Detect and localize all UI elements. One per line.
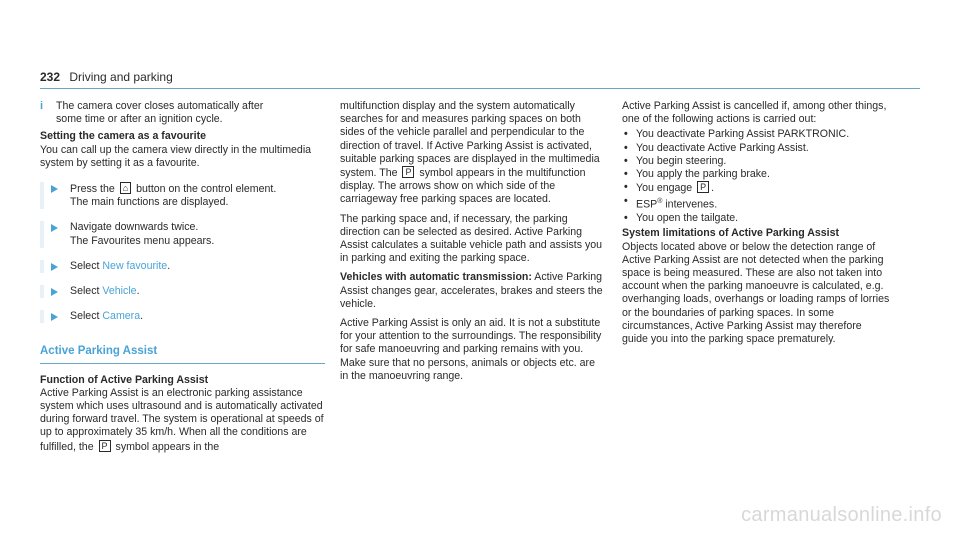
column-3 — [622, 100, 890, 346]
function-text: Active Parking Assist is an electronic parking assistance system which uses ultrasound and is automatically activated during forward travel. The system is operational at speeds of up to approximately 35 km/h. When all the conditions are fulfilled, the P symbol appears in the — [40, 386, 324, 453]
limits-text: Objects located above or below the detection range of Active Parking Assist are not detected when the parking space is being measured. These are also not taken into account when the parking manoeuvre is calculated, e.g. overhanging loads, overhangs or loading ramps of lorries or the boundaries of parking spaces. In some circumstances, Active Parking Assist may therefore guide you into the parking space prematurely. — [622, 240, 890, 345]
step-arrow-icon — [51, 263, 58, 271]
step-result: The main functions are displayed. — [70, 196, 229, 209]
function-heading: Function of Active Parking Assist — [40, 373, 209, 386]
parking-icon: P — [99, 440, 111, 452]
cancel-list — [622, 128, 890, 225]
step-bar — [40, 310, 44, 323]
section-title: Active Parking Assist — [40, 345, 158, 358]
paragraph: Active Parking Assist is cancelled if, among other things, one of the following actions is carried out: — [622, 100, 887, 126]
step-text: Navigate downwards twice. — [70, 221, 199, 234]
step-bar — [40, 260, 44, 273]
step-text: Press the ⌂ button on the control element. — [70, 183, 277, 196]
menu-item-new-favourite: New favourite — [102, 259, 168, 272]
menu-item-camera: Camera — [102, 310, 141, 323]
note-line: some time or after an ignition cycle. — [56, 113, 223, 126]
parking-arrow-icon: P — [402, 166, 414, 178]
step-text: Select Camera. — [70, 310, 144, 323]
step-bar — [40, 221, 44, 247]
column-1 — [40, 100, 330, 454]
info-icon: i — [40, 100, 44, 112]
list-item: • You deactivate Active Parking Assist. — [622, 142, 890, 155]
header-rule — [40, 88, 920, 89]
step-text: Select Vehicle. — [70, 285, 140, 298]
favourite-text: You can call up the camera view directly in the multimedia system by setting it as a favourite. — [40, 143, 312, 169]
automatic-label: Vehicles with automatic transmission: — [340, 271, 532, 284]
paragraph: The parking space and, if necessary, the parking direction can be selected as desired. Active Parking Assist calculates a suitable vehicle path and assists you in parking and exiting the parking space. — [340, 212, 603, 265]
step-5 — [40, 310, 330, 323]
step-3 — [40, 260, 330, 273]
step-bar — [40, 285, 44, 298]
menu-item-vehicle: Vehicle — [102, 285, 137, 298]
list-item: • You deactivate Parking Assist PARKTRONIC. — [622, 128, 890, 141]
step-text: Select New favourite. — [70, 259, 171, 272]
step-arrow-icon — [51, 313, 58, 321]
paragraph: Vehicles with automatic transmission: Active Parking Assist changes gear, accelerates, brakes and steers the vehicle. — [340, 271, 603, 310]
step-1 — [40, 182, 330, 209]
list-item: • You begin steering. — [622, 155, 890, 168]
note-line: The camera cover closes automatically after — [56, 100, 264, 112]
note-block — [40, 100, 330, 126]
page-number: 232 — [40, 70, 61, 84]
paragraph: multifunction display and the system automatically searches for and measures parking spaces on both sides of the vehicle parallel and perpendicular to the direction of travel. If Active Parking Assist is activated, suitable parking spaces are displayed in the multimedia system. The P symbol appears in the multifunction display. The arrows show on which side of the carriageway free parking spaces are located. — [340, 100, 600, 206]
paragraph: Active Parking Assist is only an aid. It is not a substitute for your attention to the surroundings. The responsibility for safe manoeuvring and parking remains with you. Make sure that no persons, animals or objects etc. are in the manoeuvring range. — [340, 317, 602, 382]
park-gear-icon: P — [697, 181, 709, 193]
favourite-heading: Setting the camera as a favourite — [40, 130, 207, 143]
step-arrow-icon — [51, 224, 58, 232]
home-icon: ⌂ — [120, 182, 131, 194]
list-item: • You apply the parking brake. — [622, 168, 890, 181]
list-item: • You open the tailgate. — [622, 212, 890, 225]
watermark: carmanualsonline.info — [741, 504, 942, 526]
section-rule — [40, 363, 325, 364]
page-header — [40, 70, 173, 84]
step-2 — [40, 221, 330, 247]
step-result: The Favourites menu appears. — [70, 234, 215, 247]
limits-heading: System limitations of Active Parking Assist — [622, 227, 840, 240]
chapter-title: Driving and parking — [69, 70, 173, 84]
step-bar — [40, 182, 44, 209]
list-item: • ESP® intervenes. — [622, 195, 890, 212]
column-2 — [340, 100, 605, 383]
list-item: • You engage P . — [622, 181, 890, 195]
step-arrow-icon — [51, 185, 58, 193]
step-arrow-icon — [51, 288, 58, 296]
step-4 — [40, 285, 330, 298]
